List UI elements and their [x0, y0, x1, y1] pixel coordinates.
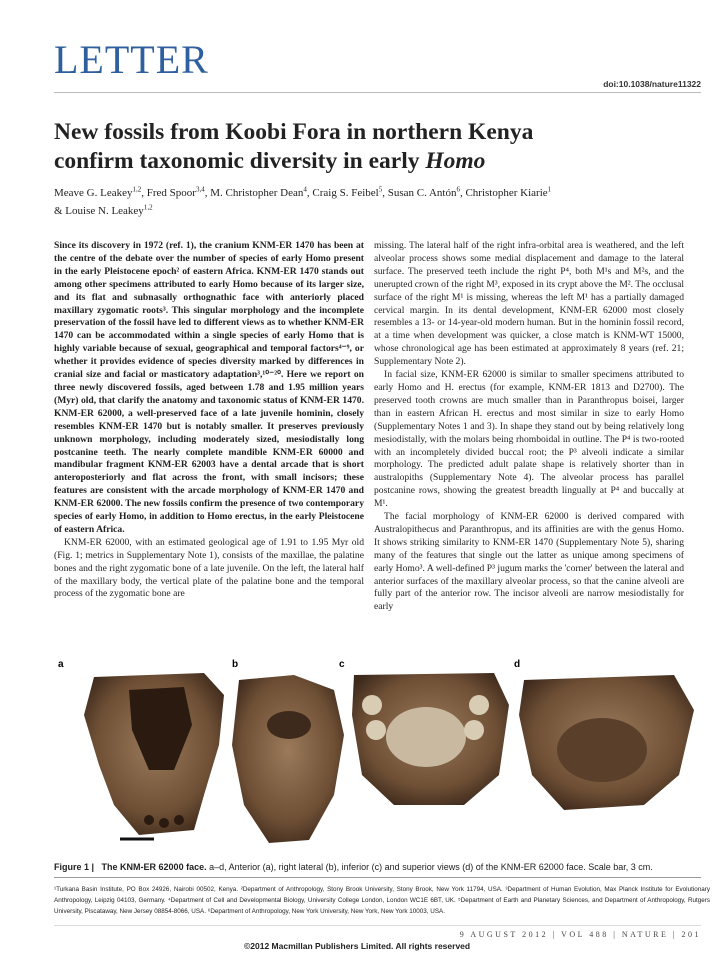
body-column-left: [54, 240, 364, 601]
panel-label-b: b: [232, 659, 239, 670]
panel-label-c: c: [339, 659, 345, 670]
doi[interactable]: doi:10.1038/nature11322: [603, 79, 701, 89]
fossil-inferior-view: [352, 673, 509, 805]
body-column-right: [374, 240, 684, 614]
copyright: ©2012 Macmillan Publishers Limited. All rights reserved: [244, 941, 471, 951]
header-rule: [54, 92, 701, 93]
fossil-lateral-view: [232, 675, 344, 843]
caption-text: a–d, Anterior (a), right lateral (b), inferior (c) and superior views (d) of the KNM-ER 62000 face. Scale bar, 3 cm.: [209, 862, 653, 872]
author: M. Christopher Dean$^4$,: [210, 185, 313, 199]
paragraph: KNM-ER 62000, with an estimated geological age of 1.91 to 1.95 Myr old (Fig. 1; metrics in Supplementary Note 1), consists of the maxillae, the palatine bones and the right zygomatic bone of a late juvenile. On the left, the lateral half of the maxillary body, the vertical plate of the palatine bone and the temporal process of the zygomatic bone are: [54, 536, 364, 600]
paragraph: In facial size, KNM-ER 62000 is similar to smaller specimens attributed to early Homo and H. erectus (for example, KNM-ER 1813 and D2700). The preserved tooth crowns are much smaller than in Paranthropus boisei, larger than in eastern African H. erectus and most similar in size to early Homo (Supplementary Notes 1 and 3). In shape they stand out by being relatively long mesiodistally, with the molars being rhomboidal in outline. The P⁴ is two-rooted with an incompletely divided buccal root; the P³ alveoli indicate a similar morphology. The predicted adult palate shape is relatively shorter than in australopiths (Supplementary Note 4). The alveolar process has parallel postcanine rows, showing the greatest breadth lingually at P⁴ and buccally at M¹.: [374, 369, 684, 510]
fossil-superior-view: [519, 675, 694, 810]
title-line-1: New fossils from Koobi Fora in northern Kenya: [54, 119, 534, 145]
author: Meave G. Leakey$^{1,2}$,: [54, 185, 147, 199]
fossil-anterior-view: [84, 673, 224, 839]
title-line-2: [54, 147, 694, 176]
figure-caption: [54, 862, 704, 872]
author: Susan C. Antón$^6$,: [387, 185, 466, 199]
panel-label-d: d: [514, 659, 521, 670]
section-label: LETTER: [54, 37, 209, 82]
paragraph: The facial morphology of KNM-ER 62000 is derived compared with Australopithecus and Paranthropus, and its affinities are with the genus Homo. It shows striking similarity to KNM-ER 1470 (Supplementary Note 5), sharing many of the features that single out the latter as unique among specimens of early Homo³. A well-defined P³ jugum marks the 'corner' between the lateral and anterior surfaces of the maxillary alveolar process, so that the canine alveoli are fully part of the anterior row. The incisor alveoli are narrow mesiodistally for early: [374, 511, 684, 613]
author: & Louise N. Leakey$^{1,2}$: [54, 203, 153, 217]
caption-label: Figure 1 |: [54, 862, 95, 872]
caption-rule: [54, 877, 701, 878]
panel-label-a: a: [58, 659, 64, 670]
footer-rule: [54, 925, 701, 926]
article-title: [54, 118, 694, 176]
fossil-photos: [54, 655, 701, 853]
abstract: Since its discovery in 1972 (ref. 1), the cranium KNM-ER 1470 has been at the centre of the debate over the number of species of early Homo present in the early Pleistocene epoch² of eastern Africa. KNM-ER 1470 stands out among other specimens attributed to early Homo because of its larger size, and its flat and subnasally orthognathic face with anteriorly placed maxillary zygomatic roots³. This singular morphology and the incomplete preservation of the fossil have led to different views as to whether KNM-ER 1470 can be accommodated within a single species of early Homo that is highly variable because of sexual, geographical and temporal factors⁴⁻⁹, or whether it provides evidence of species diversity marked by differences in cranial size and facial or masticatory adaptation³,¹⁰⁻²⁰. Here we report on three newly discovered fossils, aged between 1.78 and 1.95 million years (Myr) old, that clarify the anatomy and taxonomic status of KNM-ER 1470. KNM-ER 62000, a well-preserved face of a late juvenile hominin, closely resembles KNM-ER 1470 but is notably smaller. It preserves previously unknown morphology, including moderately sized, mesiodistally long postcanine teeth. The nearly complete mandible KNM-ER 60000 and mandibular fragment KNM-ER 62003 have a dental arcade that is short anteroposteriorly and flat across the front, with small incisors; these features are consistent with the arcade morphology of KNM-ER 1470 and KNM-ER 62000. The new fossils confirm the presence of two contemporary species of early Homo, in addition to Homo erectus, in the early Pleistocene of eastern Africa.: [54, 240, 364, 535]
caption-title: The KNM-ER 62000 face.: [101, 862, 207, 872]
affiliations: ¹Turkana Basin Institute, PO Box 24926, Nairobi 00502, Kenya. ²Department of Anthropology, Stony Brook University, Stony Brook, New York 11794, USA. ³Department of Human Evolution, Max Planck Institute for Evolutionary Anthropology, Leipzig 04103, Germany. ⁴Department of Cell and Developmental Biology, University College London, London WC1E 6BT, UK. ⁵Department of Earth and Planetary Sciences, and Department of Anthropology, Rutgers University, Piscataway, New Jersey 08854-8066, USA. ⁶Department of Anthropology, New York University, New York, New York 10003, USA.: [54, 886, 710, 915]
paragraph: missing. The lateral half of the right infra-orbital area is weathered, and the left alveolar process shows some medial displacement and damage to the lateral surface. The preserved teeth include the right P⁴, both M¹s and M²s, and the unerupted crown of the right M³, exposed in its crypt above the M². The occlusal surface of the right M¹ is missing, whereas the left M¹ has a partially damaged cervical margin. In its dental development, KNM-ER 62000 most closely resembles a 13- or 14-year-old modern human. But in the hominin fossil record, at a time when development was quicker, a close match is KNM-WT 15000, whose chronological age has been estimated at approximately 8 years (ref. 21; Supplementary Note 2).: [374, 240, 684, 368]
author: Christopher Kiarie$^1$: [465, 185, 552, 199]
author: Craig S. Feibel$^5$,: [312, 185, 388, 199]
title-line-2-text: confirm taxonomic diversity in early: [54, 148, 426, 174]
title-line-2-italic: Homo: [425, 148, 486, 174]
author: Fred Spoor$^{3,4}$,: [146, 185, 211, 199]
page-info: 9 AUGUST 2012 | VOL 488 | NATURE | 201: [459, 930, 701, 939]
figure-1: [54, 655, 701, 853]
author-list: [54, 182, 704, 218]
